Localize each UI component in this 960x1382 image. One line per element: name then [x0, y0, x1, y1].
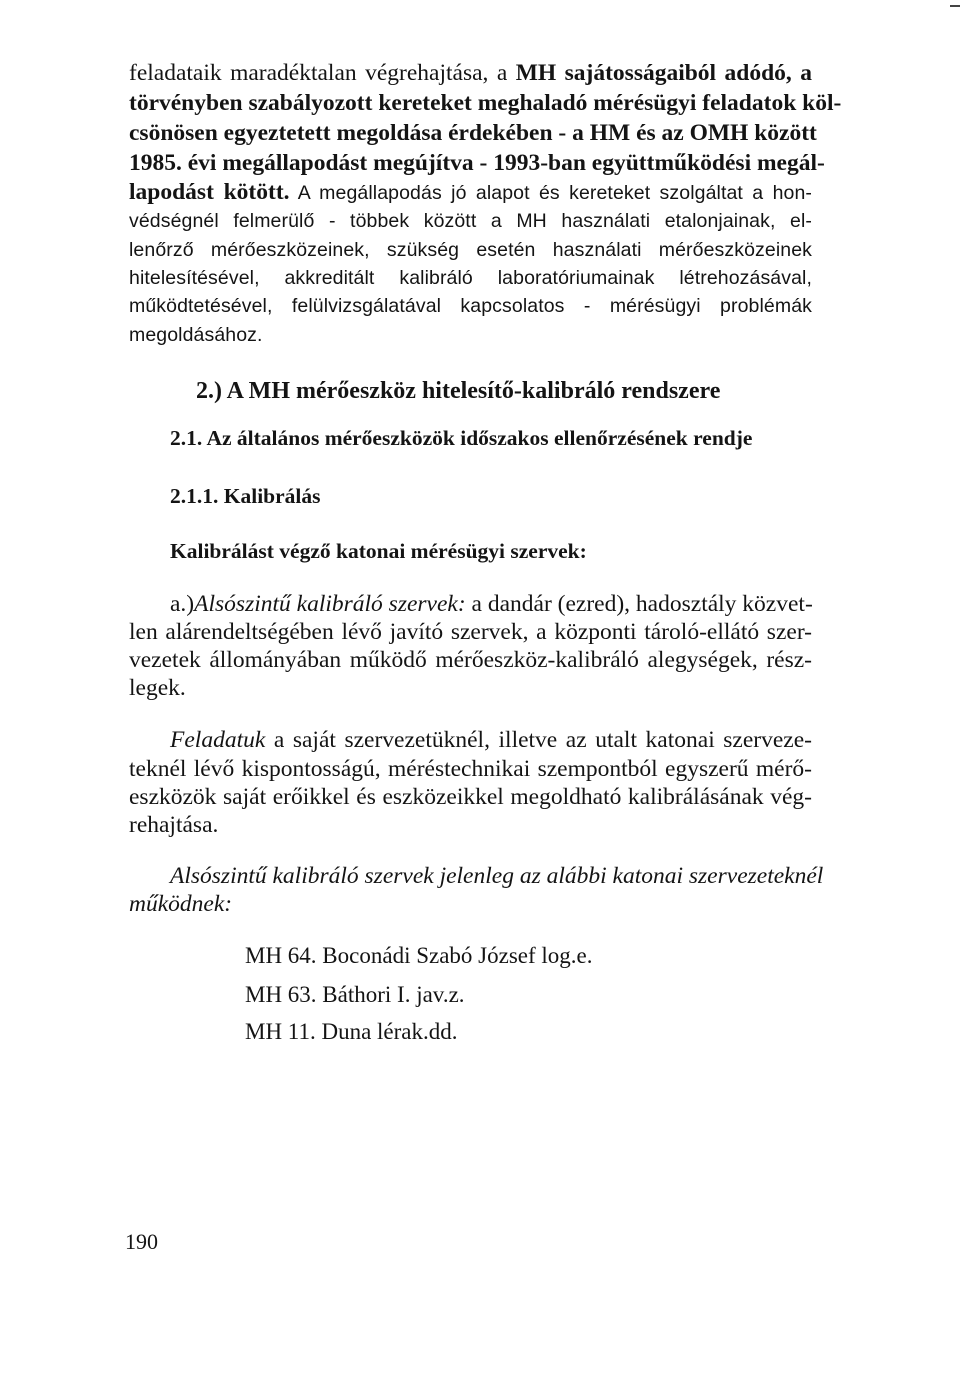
- text-line: megoldásához.: [129, 324, 263, 346]
- text-line: működtetésével, felülvizsgálatával kapcsolatos - mérésügyi problémák: [129, 295, 812, 317]
- text-line: 1985. évi megállapodást megújítva - 1993-ban együttműködési megál-: [129, 150, 825, 176]
- text-segment: a dandár (ezred), hadosztály közvet-: [465, 591, 813, 617]
- text-segment: a saját szervezetüknél, illetve az utalt katonai szerveze-: [265, 727, 812, 753]
- list-item: MH 11. Duna lérak.dd.: [245, 1019, 458, 1044]
- subsubsection-heading: 2.1.1. Kalibrálás: [170, 484, 321, 508]
- text-line: Alsószintű kalibráló szervek jelenleg az alábbi katonai szervezeteknél: [170, 863, 824, 889]
- text-line: csönösen egyeztetett megoldása érdekében - a HM és az OMH között: [129, 120, 817, 146]
- text-segment: A megállapodás jó alapot és kereteket szolgáltat a hon-: [289, 182, 813, 204]
- text-line: lenőrző mérőeszközeinek, szükség esetén használati mérőeszközeinek: [129, 239, 812, 261]
- text-line: [129, 177, 812, 208]
- text-line: legek.: [129, 675, 186, 701]
- text-segment: feladataik maradéktalan végrehajtása, a: [129, 60, 516, 86]
- text-line: működnek:: [129, 891, 233, 917]
- bold-text: lapodást kötött.: [129, 179, 290, 205]
- page-number: 190: [125, 1229, 158, 1254]
- italic-term: Alsószintű kalibráló szervek:: [194, 591, 466, 617]
- italic-term: Feladatuk: [170, 727, 266, 753]
- text-line: len alárendeltségében lévő javító szervek, a központi tároló-ellátó szer-: [129, 619, 812, 645]
- text-line: hitelesítésével, akkreditált kalibráló laboratóriumainak létrehozásával,: [129, 267, 812, 289]
- text-line: teknél lévő kispontosságú, méréstechnikai szempontból egyszerű mérő-: [129, 756, 812, 782]
- list-marker: a.): [170, 591, 195, 617]
- scan-mark: [950, 5, 960, 7]
- text-line: [170, 725, 812, 755]
- text-line: [170, 589, 812, 619]
- text-line: [129, 58, 812, 88]
- text-line: törvényben szabályozott kereteket meghaladó mérésügyi feladatok köl-: [129, 90, 842, 116]
- text-line: eszközök saját erőikkel és eszközeikkel megoldható kalibrálásának vég-: [129, 784, 812, 810]
- subsection-heading: 2.1. Az általános mérőeszközök időszakos ellenőrzésének rendje: [170, 426, 753, 450]
- section-heading: 2.) A MH mérőeszköz hitelesítő-kalibráló rendszere: [196, 378, 721, 404]
- list-item: MH 63. Báthori I. jav.z.: [245, 982, 465, 1007]
- text-line: védségnél felmerülő - többek között a MH használati etalonjainak, el-: [129, 210, 812, 232]
- bold-text: MH sajátosságaiból adódó, a: [515, 60, 812, 86]
- group-heading: Kalibrálást végző katonai mérésügyi szervek:: [170, 539, 587, 563]
- list-item: MH 64. Boconádi Szabó József log.e.: [245, 943, 593, 968]
- text-line: vezetek állományában működő mérőeszköz-kalibráló alegységek, rész-: [129, 647, 812, 673]
- text-line: rehajtása.: [129, 812, 219, 838]
